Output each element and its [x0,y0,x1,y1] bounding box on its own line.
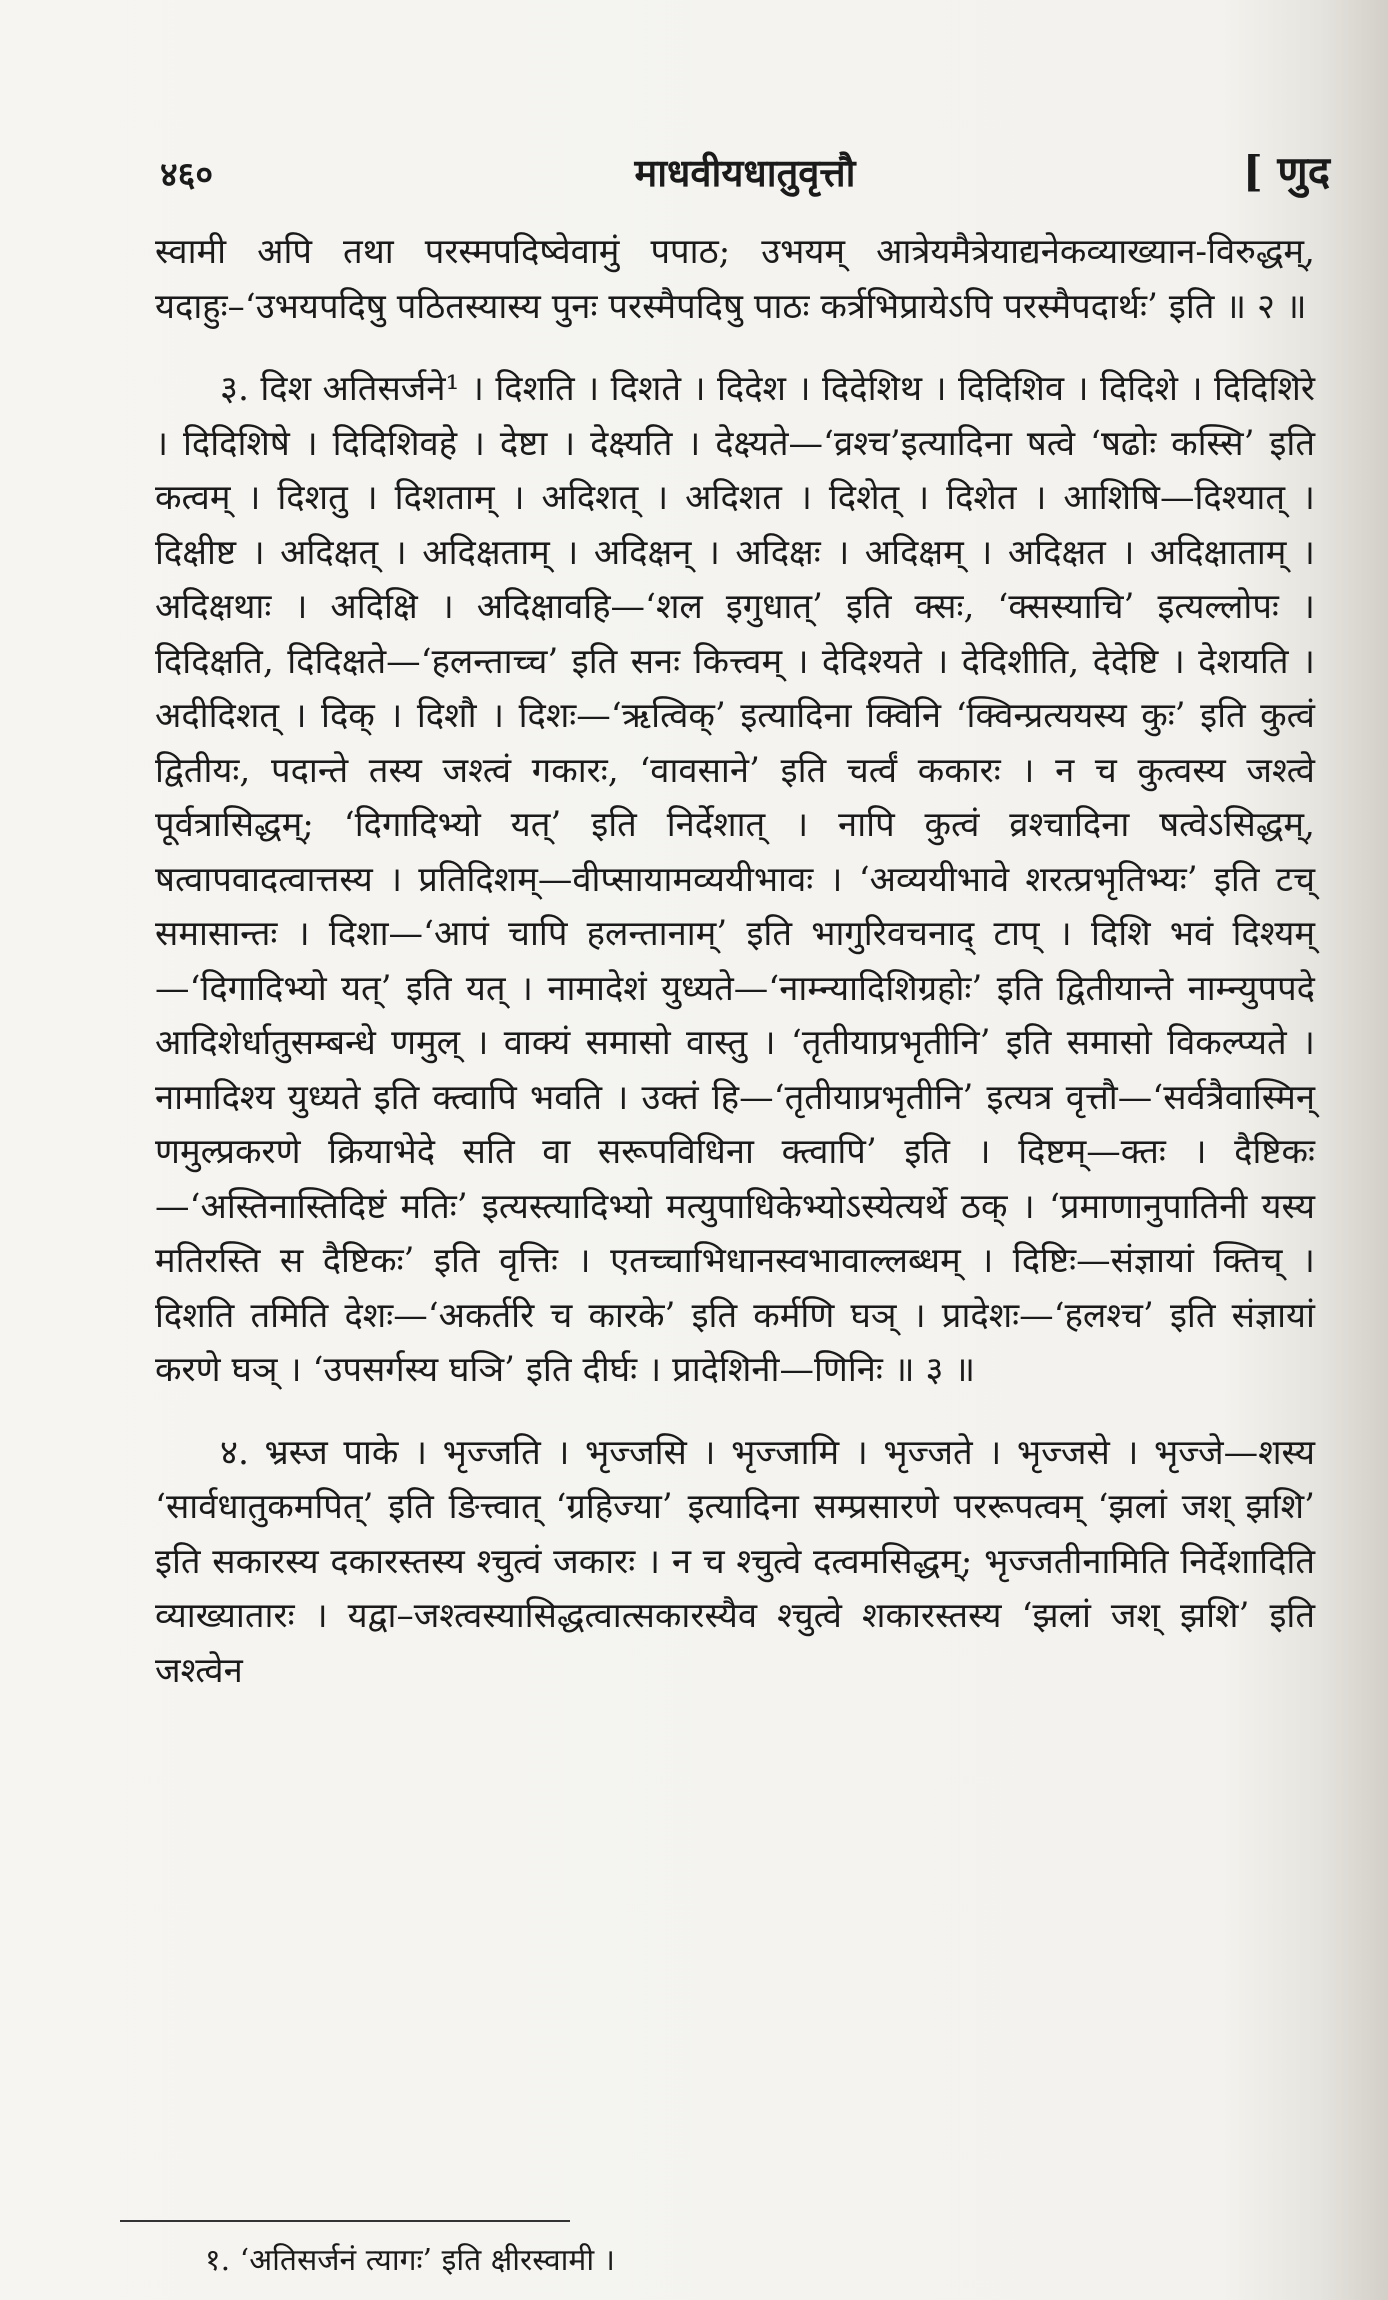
footnote: १. ‘अतिसर्जनं त्यागः’ इति क्षीरस्वामी । [205,2243,616,2278]
paragraph: स्वामी अपि तथा परस्मपदिष्वेवामुं पपाठ; उभयम् आत्रेयमैत्रेयाद्यनेकव्याख्यान-विरुद्धम्, यदाहुः–‘उभयपदिषु पठितस्यास्य पुनः परस्मैपदिषु पाठः कर्त्रभिप्रायेऽपि परस्मैपदार्थः’ इति ॥ २ ॥ [155,232,1315,327]
running-title: माधवीयधातुवृत्तौ [634,150,856,195]
body-text [155,225,1315,1698]
paragraph: ४. भ्रस्ज पाके । भृज्जति । भृज्जसि । भृज्जामि । भृज्जते । भृज्जसे । भृज्जे—शस्य ‘सार्वधातुकमपित्’ इति ङित्त्वात् ‘ग्रहिज्या’ इत्यादिना सम्प्रसारणे पररूपत्वम् ‘झलां जश् झशि’ इति सकारस्य दकारस्तस्य श्चुत्वं जकारः । न च श्चुत्वे दत्वमसिद्धम्; भृज्जतीनामिति निर्देशादिति व्याख्यातारः । यद्वा–जश्त्वस्यासिद्धत्वात्सकारस्यैव श्चुत्वे शकारस्तस्य ‘झलां जश् झशि’ इति जश्त्वेन [155,1432,1315,1691]
page-number: ४६० [160,155,214,195]
footnote-divider [120,2220,570,2222]
page-header [160,140,1330,200]
paragraph: ३. दिश अतिसर्जने¹ । दिशति । दिशते । दिदेश । दिदेशिथ । दिदिशिव । दिदिशे । दिदिशिरे । दिदिशिषे । दिदिशिवहे । देष्टा । देक्ष्यति । देक्ष्यते—‘व्रश्च’इत्यादिना षत्वे ‘षढोः कस्सि’ इति कत्वम् । दिशतु । दिशताम् । अदिशत् । अदिशत । दिशेत् । दिशेत । आशिषि—दिश्यात् । दिक्षीष्ट । अदिक्षत् । अदिक्षताम् । अदिक्षन् । अदिक्षः । अदिक्षम् । अदिक्षत । अदिक्षाताम् । अदिक्षथाः । अदिक्षि । अदिक्षावहि—‘शल इगुधात्’ इति क्सः, ‘क्सस्याचि’ इत्यल्लोपः । दिदिक्षति, दिदिक्षते—‘हलन्ताच्च’ इति सनः कित्त्वम् । देदिश्यते । देदिशीति, देदेष्टि । देशयति । अदीदिशत् । दिक् । दिशौ । दिशः—‘ऋत्विक्’ इत्यादिना क्विनि ‘क्विन्प्रत्ययस्य कुः’ इति कुत्वं द्वितीयः, पदान्ते तस्य जश्त्वं गकारः, ‘वावसाने’ इति चर्त्वं ककारः । न च कुत्वस्य जश्त्वे पूर्वत्रासिद्धम्; ‘दिगादिभ्यो यत्’ इति निर्देशात् । नापि कुत्वं व्रश्चादिना षत्वेऽसिद्धम्, षत्वापवादत्वात्तस्य । प्रतिदिशम्—वीप्सायामव्ययीभावः । ‘अव्ययीभावे शरत्प्रभृतिभ्यः’ इति टच् समासान्तः । दिशा—‘आपं चापि हलन्तानाम्’ इति भागुरिवचनाद् टाप् । दिशि भवं दिश्यम्—‘दिगादिभ्यो यत्’ इति यत् । नामादेशं युध्यते—‘नाम्न्यादिशिग्रहोः’ इति द्वितीयान्ते नाम्न्युपपदे आदिशेर्धातुसम्बन्धे णमुल् । वाक्यं समासो वास्तु । ‘तृतीयाप्रभृतीनि’ इति समासो विकल्प्यते । नामादिश्य युध्यते इति क्त्वापि भवति । उक्तं हि—‘तृतीयाप्रभृतीनि’ इत्यत्र वृत्तौ—‘सर्वत्रैवास्मिन् णमुल्प्रकरणे क्रियाभेदे सति वा सरूपविधिना क्त्वापि’ इति । दिष्टम्—क्तः । दैष्टिकः—‘अस्तिनास्तिदिष्टं मतिः’ इत्यस्त्यादिभ्यो मत्युपाधिकेभ्योऽस्येत्यर्थे ठक् । ‘प्रमाणानुपातिनी यस्य मतिरस्ति स दैष्टिकः’ इति वृत्तिः । एतच्चाभिधानस्वभावाल्लब्धम् । दिष्टिः—संज्ञायां क्तिच् । दिशति तमिति देशः—‘अकर्तरि च कारके’ इति कर्मणि घञ् । प्रादेशः—‘हलश्च’ इति संज्ञायां करणे घञ् । ‘उपसर्गस्य घञि’ इति दीर्घः । प्रादेशिनी—णिनिः ॥ ३ ॥ [155,369,1315,1390]
root-marker: [ णुद [1242,147,1330,196]
